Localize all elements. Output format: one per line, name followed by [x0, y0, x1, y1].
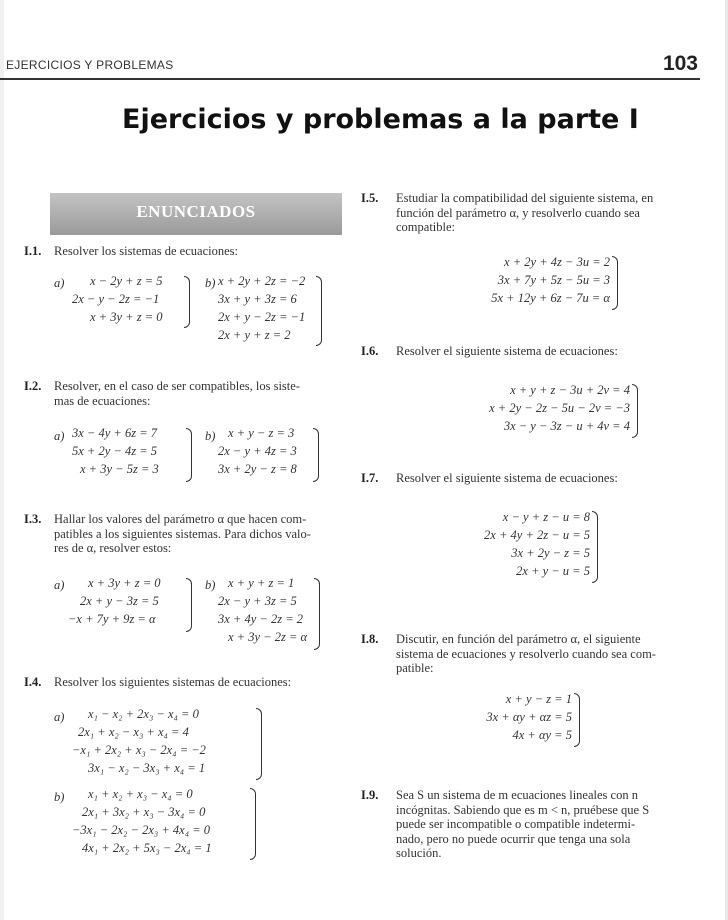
text-line: patible: — [396, 661, 434, 675]
subproblem-label: a) — [54, 710, 65, 724]
equation: 4x + αy = 5 — [512, 728, 572, 742]
text-line: compatible: — [396, 220, 456, 234]
problem-text — [396, 632, 656, 676]
scan-edge — [0, 0, 4, 920]
subproblem-label: b) — [205, 429, 216, 443]
problem-number: I.4. — [24, 675, 42, 689]
problem-text — [396, 788, 649, 861]
subproblem-label: b) — [205, 276, 216, 290]
problem-number: I.1. — [24, 244, 42, 258]
text-line: res de α, resolver estos: — [54, 541, 172, 555]
equation: 2x − y − 2z = −1 — [72, 292, 160, 306]
equation: x + 3y + z = 0 — [88, 576, 161, 590]
system-brace — [250, 788, 256, 860]
equation: x + y − z = 3 — [228, 426, 295, 440]
system-brace — [612, 256, 618, 310]
equation: 2x + 4y + 2z − u = 5 — [484, 528, 590, 542]
text-line: nado, pero no puede ocurrir que tenga una sola — [396, 831, 631, 846]
system-brace — [574, 693, 580, 747]
text-line: Sea S un sistema de m ecuaciones lineales con n — [396, 788, 638, 802]
section-band-label: ENUNCIADOS — [136, 202, 256, 221]
equation-system — [218, 574, 307, 646]
equation: 5x + 2y − 4z = 5 — [72, 444, 158, 458]
equation: 2x₁ + 3x₂ + x₃ − 3x₄ = 0 — [82, 805, 206, 819]
equation: −3x₁ − 2x₂ − 2x₃ + 4x₄ = 0 — [72, 823, 211, 837]
equation: 2x − y + 3z = 5 — [218, 594, 297, 608]
equation: 3x + αy + αz = 5 — [486, 710, 572, 724]
subproblem-label: a) — [54, 429, 65, 443]
system-brace — [313, 428, 319, 482]
problem-text — [54, 379, 300, 408]
equation: x + 3y − 5z = 3 — [80, 462, 159, 476]
subproblem-label: b) — [54, 790, 65, 804]
problem-number: I.2. — [24, 379, 42, 393]
equation: 2x + y − u = 5 — [516, 564, 590, 578]
problem-text: Resolver el siguiente sistema de ecuaciones: — [396, 344, 618, 358]
equation: x₁ + x₂ + x₃ − x₄ = 0 — [88, 787, 193, 801]
equation: x + y − z = 1 — [505, 692, 572, 706]
problem-text — [396, 191, 653, 235]
problem-text — [54, 512, 311, 556]
equation: 2x − y + 4z = 3 — [218, 444, 297, 458]
text-line: función del parámetro α, y resolverlo cuando sea — [396, 205, 640, 220]
text-line: Resolver, en el caso de ser compatibles, los siste- — [54, 379, 300, 393]
problem-number: I.9. — [361, 788, 379, 802]
system-brace — [314, 578, 320, 650]
problem-text: Resolver el siguiente sistema de ecuaciones: — [396, 471, 618, 485]
equation: 3x + 4y − 2z = 2 — [218, 612, 304, 626]
equation-system — [428, 381, 630, 435]
section-band — [50, 193, 342, 235]
equation: x + 2y − 2z − 5u − 2v = −3 — [489, 401, 630, 415]
header-rule — [0, 78, 700, 80]
equation: x + 3y + z = 0 — [90, 310, 163, 324]
equation-system — [68, 574, 161, 628]
equation-system — [218, 272, 305, 344]
text-line: Hallar los valores del parámetro α que hacen com- — [54, 512, 307, 526]
equation: 3x₁ − x₂ − 3x₃ + x₄ = 1 — [88, 761, 206, 775]
equation: 2x + y + z = 2 — [218, 328, 291, 342]
equation-system — [440, 508, 590, 580]
system-brace — [316, 276, 322, 346]
equation-system — [450, 253, 610, 307]
equation: 3x + 7y + 5z − 5u = 3 — [497, 273, 610, 287]
equation: 2x + y − 3z = 5 — [80, 594, 159, 608]
system-brace — [184, 276, 190, 328]
equation-system — [72, 785, 212, 857]
system-brace — [592, 511, 598, 583]
equation-system — [72, 705, 206, 777]
equation: x + y + z − 3u + 2v = 4 — [510, 383, 630, 397]
equation-system — [460, 690, 572, 744]
problem-number: I.3. — [24, 512, 42, 526]
equation: x + 3y − 2z = α — [228, 630, 308, 644]
problem-number: I.8. — [361, 632, 379, 646]
system-brace — [256, 708, 262, 780]
running-header: EJERCICIOS Y PROBLEMAS — [6, 58, 174, 72]
equation: 3x − y − 3z − u + 4v = 4 — [503, 419, 630, 433]
equation: 3x + 2y − z = 8 — [218, 462, 297, 476]
equation-system — [72, 424, 159, 478]
text-line: incógnitas. Sabiendo que es m < n, pruébese que S — [396, 802, 650, 817]
equation: 3x + y + 3z = 6 — [218, 292, 297, 306]
problem-text: Resolver los sistemas de ecuaciones: — [54, 244, 238, 258]
equation-system — [218, 424, 297, 478]
text-line: puede ser incompatible o compatible indetermi- — [396, 817, 636, 831]
problem-text: Resolver los siguientes sistemas de ecuaciones: — [54, 675, 292, 689]
equation: 4x₁ + 2x₂ + 5x₃ − 2x₄ = 1 — [82, 841, 212, 855]
page-number: 103 — [662, 52, 698, 75]
text-line: Discutir, en función del parámetro α, el siguiente — [396, 632, 641, 646]
text-line: patibles a los siguientes sistemas. Para dichos valo- — [54, 526, 311, 541]
problem-number: I.6. — [361, 344, 379, 358]
equation: −x + 7y + 9z = α — [68, 612, 156, 626]
equation: x − 2y + z = 5 — [90, 274, 163, 288]
equation: x + 2y + 4z − 3u = 2 — [504, 255, 610, 269]
page-title: Ejercicios y problemas a la parte I — [122, 104, 639, 135]
problem-number: I.5. — [361, 191, 379, 205]
equation: x + y + z = 1 — [228, 576, 295, 590]
text-line: Estudiar la compatibilidad del siguiente sistema, en — [396, 191, 654, 205]
equation: 3x + 2y − z = 5 — [511, 546, 590, 560]
equation: 2x + y − 2z = −1 — [218, 310, 306, 324]
subproblem-label: b) — [205, 578, 216, 592]
equation: 3x − 4y + 6z = 7 — [72, 426, 158, 440]
problem-number: I.7. — [361, 471, 379, 485]
equation: 2x₁ + x₂ − x₃ + x₄ = 4 — [78, 725, 189, 739]
system-brace — [632, 384, 638, 438]
equation: x + 2y + 2z = −2 — [218, 274, 306, 288]
system-brace — [186, 578, 192, 632]
subproblem-label: a) — [54, 578, 65, 592]
equation-system — [72, 272, 163, 326]
subproblem-label: a) — [54, 276, 65, 290]
text-line: mas de ecuaciones: — [54, 393, 151, 408]
system-brace — [186, 428, 192, 482]
equation: x₁ − x₂ + 2x₃ − x₄ = 0 — [88, 707, 199, 721]
equation: x − y + z − u = 8 — [502, 510, 590, 524]
equation: −x₁ + 2x₂ + x₃ − 2x₄ = −2 — [72, 743, 206, 757]
text-line: sistema de ecuaciones y resolverlo cuando sea com- — [396, 646, 656, 661]
text-line: solución. — [396, 846, 442, 860]
equation: 5x + 12y + 6z − 7u = α — [491, 291, 610, 305]
